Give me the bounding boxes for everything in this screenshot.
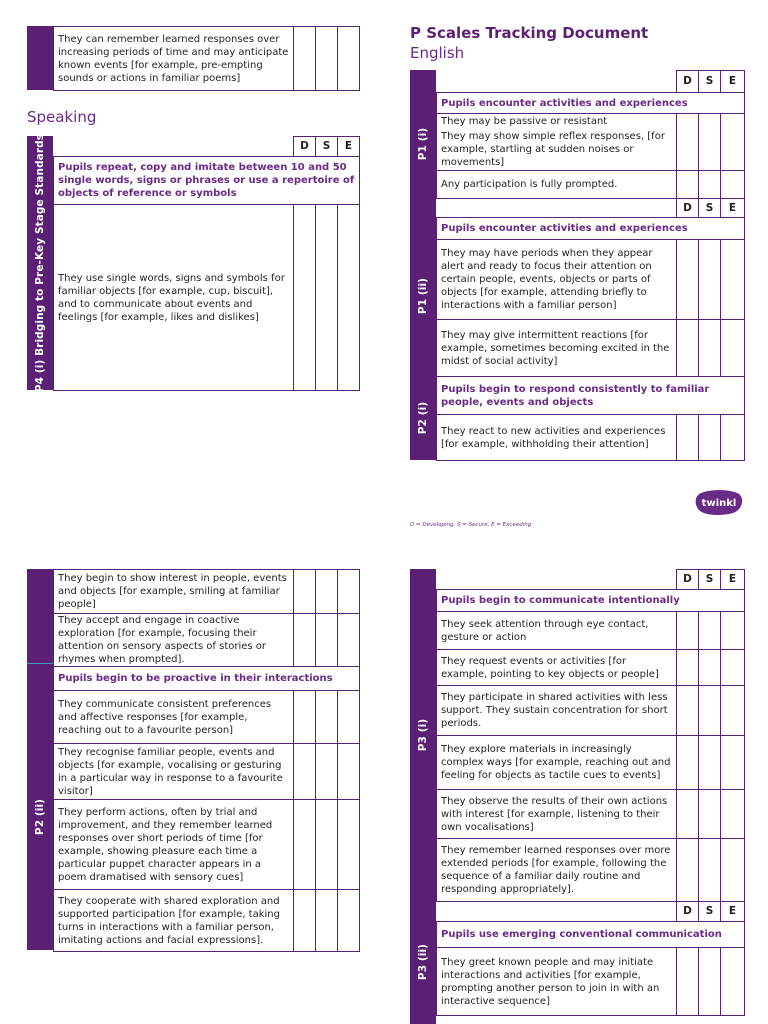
tick-cell-s[interactable]: [699, 240, 721, 320]
tick-cell-e[interactable]: [721, 240, 745, 320]
section-heading: Pupils use emerging conventional communication: [437, 922, 745, 948]
p2ii-sidebar: [27, 569, 53, 950]
tick-cell-e[interactable]: [721, 320, 745, 377]
criteria-text: They can remember learned responses over increasing periods of time and may anticipate known events [for example, pre-empting sounds or actions in familiar poems]: [54, 27, 294, 91]
tick-cell-d[interactable]: [294, 890, 316, 952]
tick-cell-d[interactable]: [294, 205, 316, 391]
svg-text:twinkl: twinkl: [701, 498, 737, 509]
table-row: [54, 691, 360, 744]
dse-e: E: [721, 71, 745, 93]
tick-cell-e[interactable]: [338, 890, 360, 952]
tick-cell-s[interactable]: [316, 27, 338, 91]
tick-cell-d[interactable]: [677, 320, 699, 377]
p3-table: [436, 569, 745, 1016]
criteria-text: They use single words, signs and symbols for familiar objects [for example, cup, biscuit], and to communicate about events and feelings [for example, likes and dislikes]: [54, 205, 294, 391]
criteria-text: They greet known people and may initiate interactions and activities [for example, prompting another person to join in with an interactive sequence]: [437, 948, 677, 1016]
table-row: [437, 171, 745, 199]
p2i-sidebar: [410, 376, 436, 460]
tick-cell-e[interactable]: [338, 800, 360, 890]
criteria-line: They may be passive or resistant: [441, 116, 608, 127]
tick-cell-e[interactable]: [721, 736, 745, 790]
tick-cell-d[interactable]: [294, 691, 316, 744]
dse-e: E: [721, 902, 745, 922]
dse-s: S: [699, 902, 721, 922]
tick-cell-d[interactable]: [294, 800, 316, 890]
criteria-text: They accept and engage in coactive exploration [for example, focusing their attention on sensory aspects of stories or rhymes when prompted].: [54, 614, 294, 667]
tick-cell-d[interactable]: [294, 27, 316, 91]
dse-s: S: [699, 199, 721, 218]
twinkl-logo: [695, 490, 743, 516]
tick-cell-e[interactable]: [721, 839, 745, 902]
criteria-text: They may have periods when they appear alert and ready to focus their attention on certain people, events, objects or parts of objects [for example, attending briefly to interactions with a familiar person]: [437, 240, 677, 320]
tick-cell-e[interactable]: [721, 171, 745, 199]
table-row: [437, 686, 745, 736]
tick-cell-e[interactable]: [721, 790, 745, 839]
sidebar-label: P1 (i): [417, 127, 429, 161]
tick-cell-s[interactable]: [316, 205, 338, 391]
section-heading: Pupils begin to be proactive in their interactions: [54, 667, 360, 691]
table-row: [54, 800, 360, 890]
tick-cell-s[interactable]: [699, 686, 721, 736]
tick-cell-e[interactable]: [721, 612, 745, 650]
criteria-text: They seek attention through eye contact, gesture or action: [437, 612, 677, 650]
table-row: [437, 839, 745, 902]
dse-e: E: [721, 570, 745, 590]
criteria-text: [437, 114, 677, 171]
tick-cell-d[interactable]: [677, 114, 699, 171]
tick-cell-e[interactable]: [338, 27, 360, 91]
tick-cell-e[interactable]: [721, 114, 745, 171]
tick-cell-d[interactable]: [677, 240, 699, 320]
tick-cell-s[interactable]: [699, 171, 721, 199]
table-row: [54, 614, 360, 667]
sidebar-label: P1 (ii): [417, 277, 429, 315]
dse-header-row: [54, 137, 360, 157]
tick-cell-d[interactable]: [677, 415, 699, 461]
tick-cell-d[interactable]: [677, 650, 699, 686]
dse-d: D: [677, 71, 699, 93]
sidebar-label: P3 (ii): [417, 943, 429, 981]
dse-d: D: [677, 199, 699, 218]
dse-d: D: [677, 570, 699, 590]
tick-cell-d[interactable]: [677, 790, 699, 839]
top-left-table: [53, 26, 360, 91]
table-row: [54, 890, 360, 952]
table-row: [437, 240, 745, 320]
tick-cell-s[interactable]: [316, 890, 338, 952]
tick-cell-s[interactable]: [316, 570, 338, 614]
tick-cell-e[interactable]: [338, 614, 360, 667]
table-row: [54, 570, 360, 614]
tick-cell-s[interactable]: [316, 744, 338, 800]
table-row: [437, 790, 745, 839]
table-row: [437, 114, 745, 171]
criteria-text: They may give intermittent reactions [for example, sometimes becoming excited in the midst of social activity]: [437, 320, 677, 377]
criteria-text: They recognise familiar people, events and objects [for example, vocalising or gesturing in a particular way in response to a favourite visitor]: [54, 744, 294, 800]
criteria-text: They perform actions, often by trial and improvement, and they remember learned responses over short periods of time [for example, showing pleasure each time a particular puppet character appears in a poem dramatised with sensory cues]: [54, 800, 294, 890]
dse-e: E: [338, 137, 360, 157]
dse-d: D: [677, 902, 699, 922]
speaking-table: [53, 136, 360, 391]
criteria-text: They explore materials in increasingly complex ways [for example, reaching out and feeling for objects as tactile cues to events]: [437, 736, 677, 790]
tick-cell-d[interactable]: [294, 614, 316, 667]
section-heading: Pupils encounter activities and experiences: [437, 93, 745, 114]
tick-cell-e[interactable]: [338, 570, 360, 614]
p2ii-table: [53, 569, 360, 952]
tick-cell-s[interactable]: [699, 839, 721, 902]
dse-header-row: [437, 902, 745, 922]
tick-cell-s[interactable]: [699, 736, 721, 790]
tick-cell-s[interactable]: [699, 114, 721, 171]
dse-header-row: [437, 570, 745, 590]
criteria-text: Any participation is fully prompted.: [437, 171, 677, 199]
tick-cell-s[interactable]: [699, 612, 721, 650]
table-row: [437, 320, 745, 377]
criteria-text: They observe the results of their own actions with interest [for example, listening to their own vocalisations]: [437, 790, 677, 839]
dse-header-row: [437, 71, 745, 93]
tick-cell-s[interactable]: [699, 415, 721, 461]
section-heading: Pupils repeat, copy and imitate between 10 and 50 single words, signs or phrases or use a repertoire of objects of reference or symbols: [54, 157, 360, 205]
table-row: [54, 205, 360, 391]
page-title: P Scales Tracking Document: [410, 24, 649, 42]
tick-cell-d[interactable]: [677, 612, 699, 650]
table-row: [437, 415, 745, 461]
criteria-text: They react to new activities and experiences [for example, withholding their attention]: [437, 415, 677, 461]
tick-cell-s[interactable]: [316, 800, 338, 890]
section-heading: Pupils begin to communicate intentionally: [437, 590, 745, 612]
tick-cell-e[interactable]: [721, 650, 745, 686]
dse-d: D: [294, 137, 316, 157]
tick-cell-e[interactable]: [338, 691, 360, 744]
criteria-line: They may show simple reflex responses, [for example, startling at sudden noises or movements]: [441, 131, 665, 168]
table-row: [54, 27, 360, 91]
criteria-text: They cooperate with shared exploration and supported participation [for example, taking turns in interactions with a familiar person, imitating actions and facial expressions].: [54, 890, 294, 952]
tick-cell-e[interactable]: [338, 205, 360, 391]
sidebar-label: P3 (i): [417, 718, 429, 752]
tick-cell-d[interactable]: [677, 839, 699, 902]
criteria-text: They participate in shared activities with less support. They sustain concentration for short periods.: [437, 686, 677, 736]
tick-cell-e[interactable]: [721, 415, 745, 461]
p1-p2-table: [436, 70, 745, 461]
tick-cell-e[interactable]: [338, 744, 360, 800]
tick-cell-e[interactable]: [721, 686, 745, 736]
page-subtitle: English: [410, 44, 465, 62]
tick-cell-d[interactable]: [677, 736, 699, 790]
tick-cell-e[interactable]: [721, 948, 745, 1016]
tick-cell-d[interactable]: [677, 171, 699, 199]
p1ii-sidebar: [410, 198, 436, 376]
sidebar-label: P2 (ii): [34, 798, 46, 836]
tick-cell-s[interactable]: [316, 614, 338, 667]
tick-cell-d[interactable]: [294, 570, 316, 614]
criteria-text: They remember learned responses over more extended periods [for example, following the sequence of a familiar daily routine and responding appropriately].: [437, 839, 677, 902]
dse-e: E: [721, 199, 745, 218]
table-row: [437, 948, 745, 1016]
dse-s: S: [316, 137, 338, 157]
tick-cell-s[interactable]: [699, 948, 721, 1016]
accent-line: [27, 663, 53, 664]
dse-header-row: [437, 199, 745, 218]
sidebar-label: P4 (i) Bridging to Pre-Key Stage Standards: [34, 133, 46, 393]
tick-cell-d[interactable]: [677, 686, 699, 736]
tick-cell-s[interactable]: [699, 320, 721, 377]
tick-cell-s[interactable]: [699, 650, 721, 686]
criteria-text: They communicate consistent preferences and affective responses [for example, reaching out to a favourite person]: [54, 691, 294, 744]
sidebar-label: P2 (i): [417, 401, 429, 435]
criteria-text: They request events or activities [for example, pointing to key objects or people]: [437, 650, 677, 686]
top-left-sidebar: [27, 26, 53, 90]
tick-cell-d[interactable]: [677, 948, 699, 1016]
section-heading: Pupils encounter activities and experiences: [437, 218, 745, 240]
dse-s: S: [699, 570, 721, 590]
p3i-sidebar: [410, 569, 436, 901]
section-heading: Pupils begin to respond consistently to familiar people, events and objects: [437, 377, 745, 415]
table-row: [437, 650, 745, 686]
tick-cell-d[interactable]: [294, 744, 316, 800]
table-row: [54, 744, 360, 800]
p1i-sidebar: [410, 70, 436, 198]
speaking-sidebar: [27, 133, 53, 393]
section-title-speaking: Speaking: [27, 108, 97, 126]
dse-s: S: [699, 71, 721, 93]
tick-cell-s[interactable]: [699, 790, 721, 839]
table-row: [437, 612, 745, 650]
p3ii-sidebar: [410, 901, 436, 1024]
tick-cell-s[interactable]: [316, 691, 338, 744]
dse-key: D = Developing, S = Secure, E = Exceeding: [410, 522, 532, 528]
criteria-text: They begin to show interest in people, events and objects [for example, smiling at familiar people]: [54, 570, 294, 614]
table-row: [437, 736, 745, 790]
